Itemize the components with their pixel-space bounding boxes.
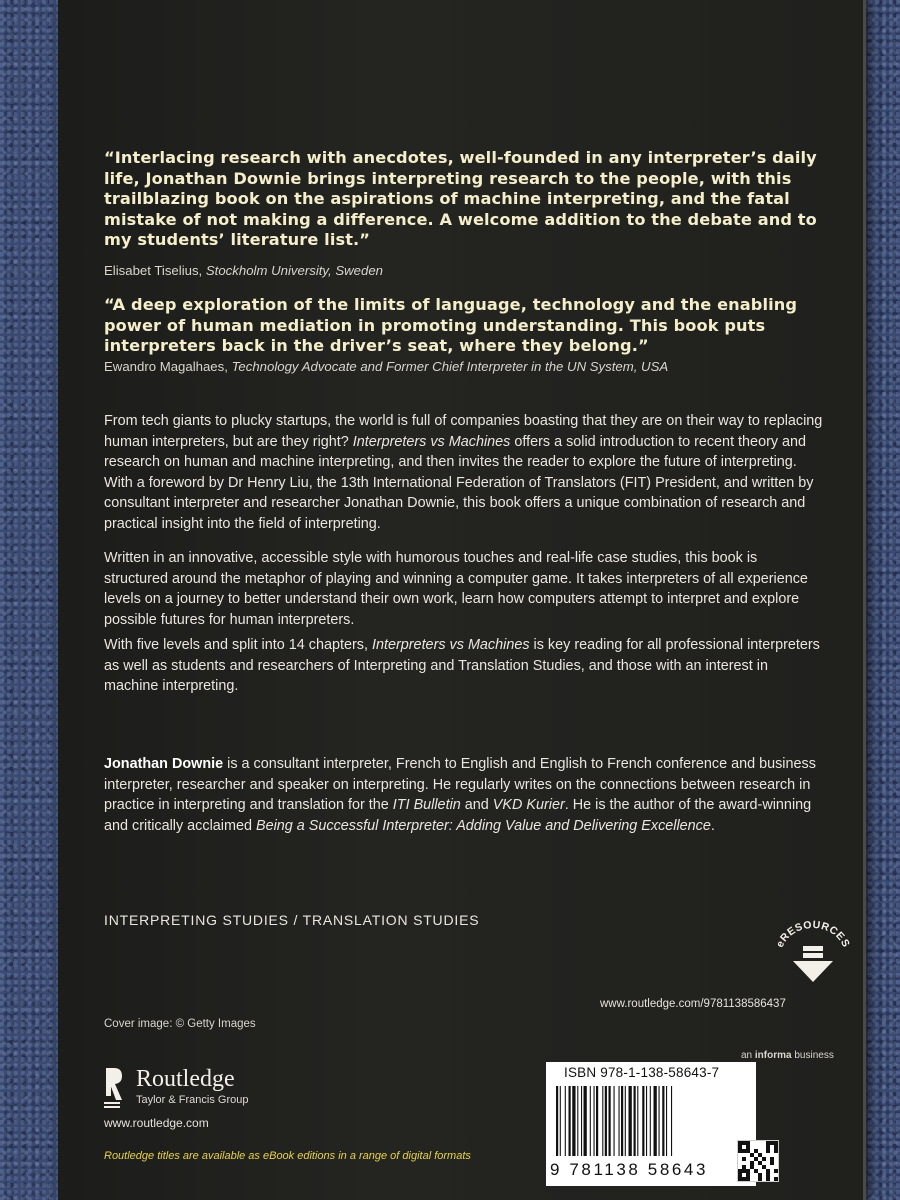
eresources-icon xyxy=(771,920,855,986)
author-bio xyxy=(104,754,824,836)
bio-text: . xyxy=(710,817,715,834)
bio-text: and xyxy=(464,797,489,814)
informa-prefix: an xyxy=(741,1050,753,1061)
description-text: With five levels and split into 14 chapters, xyxy=(104,637,368,653)
endorsement-attribution-2 xyxy=(104,358,834,376)
cover-image-credit: Cover image: © Getty Images xyxy=(104,1018,256,1030)
bio-text: is a consultant interpreter, French to English and English to French conference and business interpreter, researcher and speaker on interpreting. He regularly writes on the connections between research in practice in interpreting and translation for the xyxy=(104,756,816,814)
eresources-label: eRESOURCES xyxy=(773,920,853,950)
publisher-name: Routledge xyxy=(136,1066,235,1092)
endorser-name-1: Elisabet Tiselius, xyxy=(104,263,203,278)
publication-name: VKD Kurier xyxy=(492,797,565,814)
barcode-bars xyxy=(554,1086,744,1156)
subject-category: INTERPRETING STUDIES / TRANSLATION STUDIES xyxy=(104,912,480,928)
routledge-logo xyxy=(102,1062,332,1112)
endorsement-quote-1: “Interlacing research with anecdotes, well-founded in any interpreter’s daily life, Jonathan Downie brings interpreting research to the people, with this trailblazing book on the aspirations of machine interpreting, and the fatal mistake of not making a difference. A welcome addition to the debate and to my students’ literature list.” xyxy=(104,148,817,249)
isbn-label: ISBN 978-1-138-58643-7 xyxy=(564,1065,720,1080)
description-text: From tech giants to plucky startups, the world is full of companies boasting that they are on their way to replacing human interpreters, but are they right? xyxy=(104,413,823,450)
barcode-digits: 9 781138 58643 xyxy=(550,1160,709,1179)
bio-text: . He is the author of the award-winning and critically acclaimed xyxy=(104,797,812,834)
publisher-website: www.routledge.com xyxy=(104,1116,209,1130)
publisher-group: Taylor & Francis Group xyxy=(136,1094,249,1106)
description-paragraph-1 xyxy=(104,411,824,535)
cover-edge xyxy=(863,0,866,1200)
informa-brand: informa xyxy=(754,1050,792,1061)
description-text: is key reading for all professional interpreters as well as students and researchers of Interpreting and Translation Studies, and those with an interest in machine interpreting. xyxy=(104,637,820,695)
endorser-affiliation-2: Technology Advocate and Former Chief Interpreter in the UN System, USA xyxy=(231,359,669,374)
publication-name: ITI Bulletin xyxy=(392,797,461,814)
informa-suffix: business xyxy=(794,1050,834,1061)
endorser-name-2: Ewandro Magalhaes, xyxy=(104,359,228,374)
description-text: offers a solid introduction to recent theory and research on human and machine interpreting, and then invites the reader to explore the future of interpreting. With a foreword by Dr Henry Liu, the 13th International Federation of Translators (FIT) President, and written by consultant interpreter and researcher Jonathan Downie, this book offers a unique combination of research and practical insight into the field of interpreting. xyxy=(104,433,814,532)
book-title-mention: Interpreters vs Machines xyxy=(352,433,511,450)
endorsement-quote-2: “A deep exploration of the limits of language, technology and the enabling power of human mediation in promoting understanding. This book puts interpreters back in the driver’s seat, where they belong.” xyxy=(104,295,798,355)
endorser-affiliation-1: Stockholm University, Sweden xyxy=(205,263,384,278)
endorsement-attribution-1 xyxy=(104,262,834,280)
routledge-r-icon xyxy=(102,1066,124,1110)
ebook-note: Routledge titles are available as eBook editions in a range of digital formats xyxy=(104,1150,471,1162)
qr-code xyxy=(737,1140,779,1182)
description-paragraph-2: Written in an innovative, accessible style with humorous touches and real-life case studies, this book is structured around the metaphor of playing and winning a computer game. It takes interpreters of all experience levels on a journey to better understand their own work, learn how computers attempt to interpret and explore possible futures for human interpreters. xyxy=(104,550,808,628)
informa-tagline xyxy=(741,1050,834,1061)
description-paragraph-3 xyxy=(104,635,824,697)
eresources-url: www.routledge.com/9781138586437 xyxy=(600,998,786,1010)
isbn-barcode xyxy=(546,1062,756,1186)
svg-text:eRESOURCES xyxy=(774,920,852,949)
author-name: Jonathan Downie xyxy=(104,756,224,772)
book-back-cover xyxy=(58,0,866,1200)
book-title-mention: Interpreters vs Machines xyxy=(371,637,530,653)
previous-book-title: Being a Successful Interpreter: Adding Value and Delivering Excellence xyxy=(255,817,711,834)
